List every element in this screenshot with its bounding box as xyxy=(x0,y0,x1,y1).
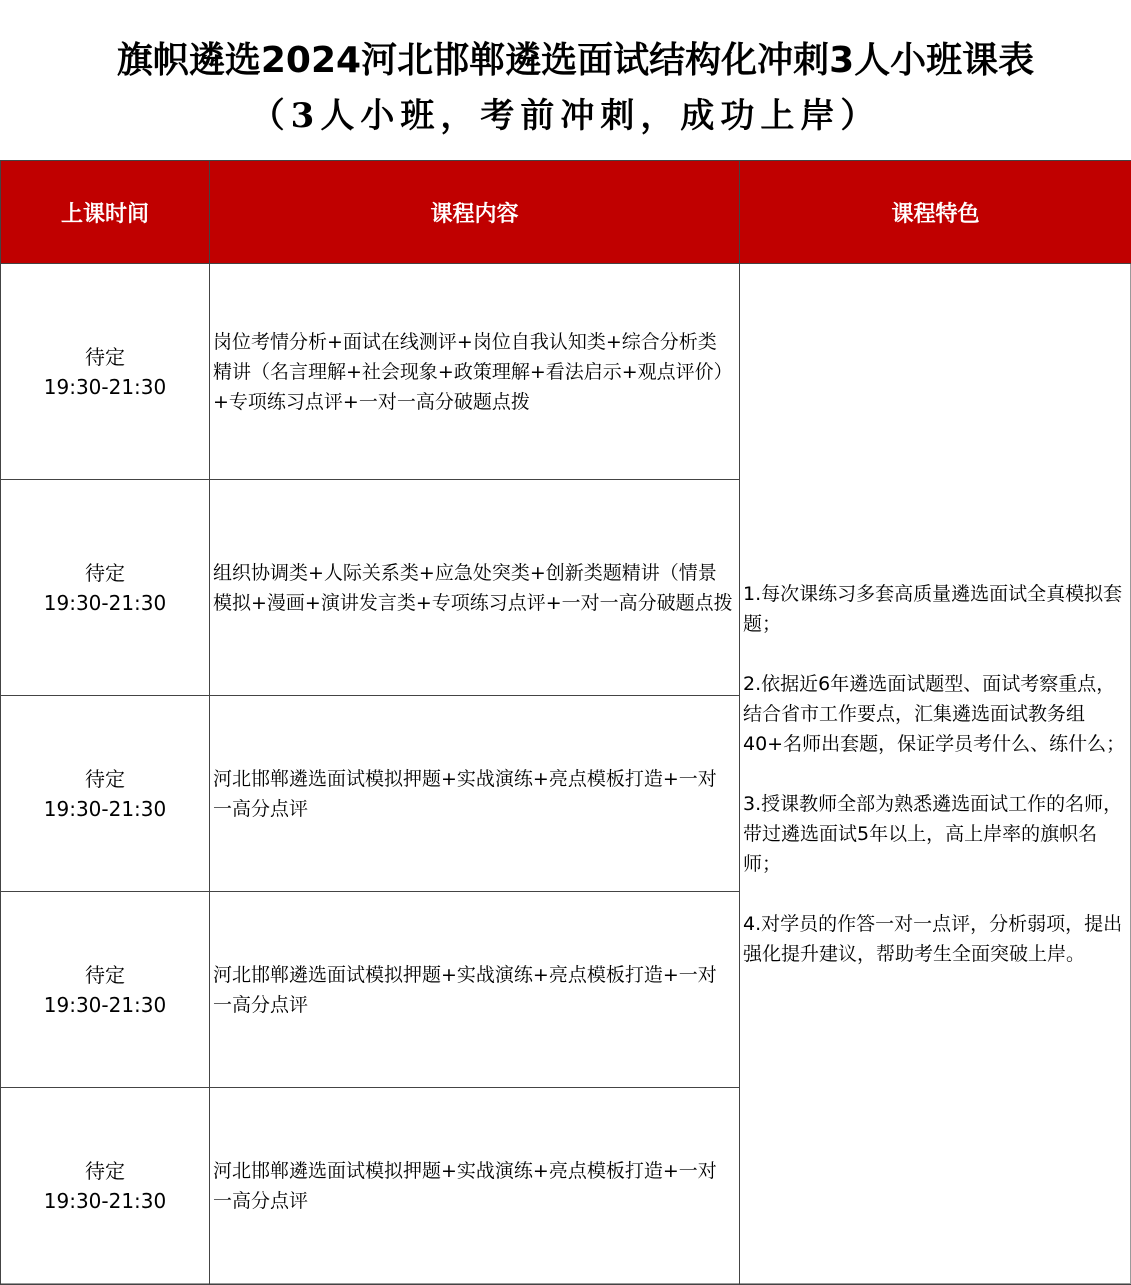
column-header-features: 课程特色 xyxy=(740,161,1131,264)
content-cell: 河北邯郸遴选面试模拟押题+实战演练+亮点模板打造+一对一高分点评 xyxy=(210,892,740,1088)
page-title: 旗帜遴选2024河北邯郸遴选面试结构化冲刺3人小班课表 xyxy=(0,32,1131,83)
time-cell xyxy=(1,892,210,1088)
column-header-content: 课程内容 xyxy=(210,161,740,264)
date-text: 待定 xyxy=(1,558,209,588)
feature-item: 2.依据近6年遴选面试题型、面试考察重点，结合省市工作要点，汇集遴选面试教务组40+名师出套题，保证学员考什么、练什么； xyxy=(743,669,1129,759)
hour-text: 19:30-21:30 xyxy=(1,1186,209,1216)
content-cell: 岗位考情分析+面试在线测评+岗位自我认知类+综合分析类精讲（名言理解+社会现象+政策理解+看法启示+观点评价）+专项练习点评+一对一高分破题点拨 xyxy=(210,264,740,480)
time-cell xyxy=(1,696,210,892)
hour-text: 19:30-21:30 xyxy=(1,588,209,618)
table-row xyxy=(1,264,1131,480)
time-cell xyxy=(1,480,210,696)
schedule-table xyxy=(0,160,1131,1285)
content-cell: 组织协调类+人际关系类+应急处突类+创新类题精讲（情景模拟+漫画+演讲发言类+专项练习点评+一对一高分破题点拨 xyxy=(210,480,740,696)
hour-text: 19:30-21:30 xyxy=(1,990,209,1020)
content-cell: 河北邯郸遴选面试模拟押题+实战演练+亮点模板打造+一对一高分点评 xyxy=(210,696,740,892)
table-header-row xyxy=(1,161,1131,264)
date-text: 待定 xyxy=(1,764,209,794)
hour-text: 19:30-21:30 xyxy=(1,794,209,824)
date-text: 待定 xyxy=(1,342,209,372)
column-header-time: 上课时间 xyxy=(1,161,210,264)
feature-item: 4.对学员的作答一对一点评，分析弱项，提出强化提升建议，帮助考生全面突破上岸。 xyxy=(743,909,1129,969)
date-text: 待定 xyxy=(1,960,209,990)
time-cell xyxy=(1,1088,210,1285)
title-block xyxy=(0,0,1131,160)
date-text: 待定 xyxy=(1,1156,209,1186)
content-cell: 河北邯郸遴选面试模拟押题+实战演练+亮点模板打造+一对一高分点评 xyxy=(210,1088,740,1285)
feature-item: 3.授课教师全部为熟悉遴选面试工作的名师，带过遴选面试5年以上，高上岸率的旗帜名师； xyxy=(743,789,1129,879)
time-cell xyxy=(1,264,210,480)
page-subtitle: （3人小班，考前冲刺，成功上岸） xyxy=(0,88,1131,137)
feature-item: 1.每次课练习多套高质量遴选面试全真模拟套题； xyxy=(743,579,1129,639)
features-cell xyxy=(740,264,1131,1285)
hour-text: 19:30-21:30 xyxy=(1,372,209,402)
